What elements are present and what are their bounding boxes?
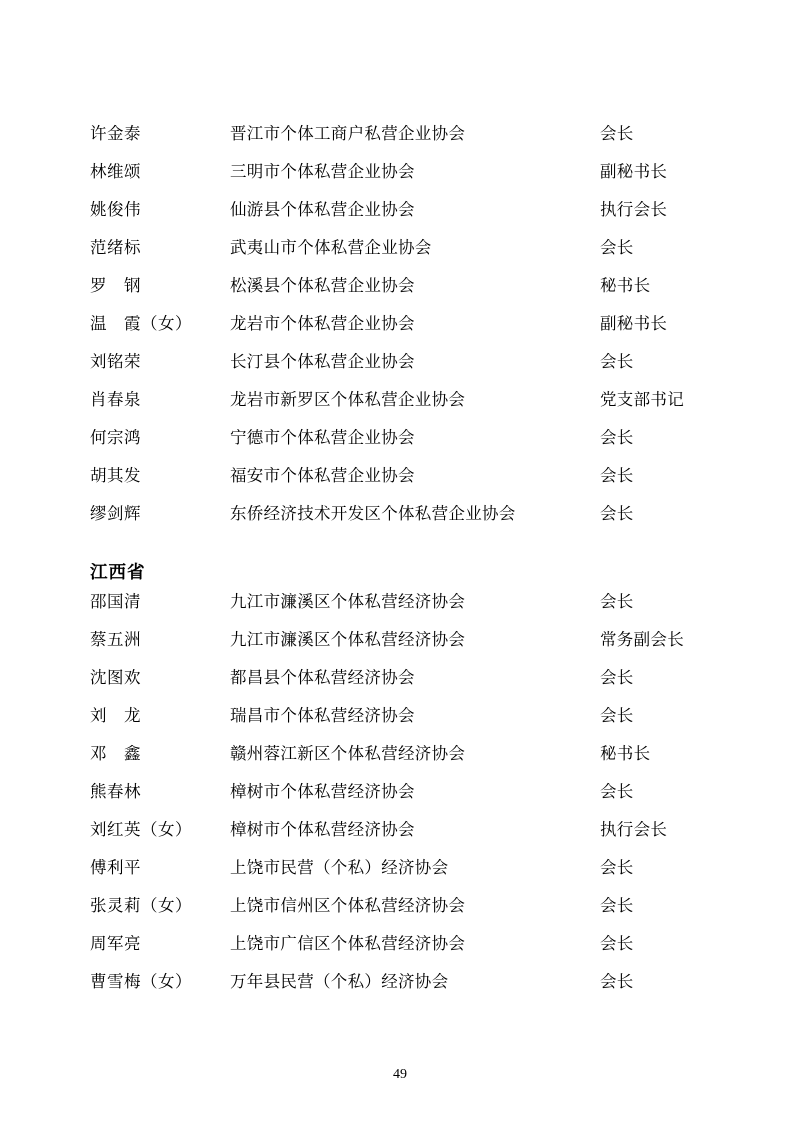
roster-row xyxy=(90,500,730,538)
member-name: 蔡五洲 xyxy=(90,630,141,649)
member-organization: 都昌县个体私营经济协会 xyxy=(230,668,415,687)
member-name: 周军亮 xyxy=(90,934,141,953)
roster-row xyxy=(90,310,730,348)
roster-row xyxy=(90,348,730,386)
member-organization: 樟树市个体私营经济协会 xyxy=(230,820,415,839)
member-name: 沈图欢 xyxy=(90,668,141,687)
roster-row xyxy=(90,588,730,626)
roster-row xyxy=(90,664,730,702)
member-organization: 武夷山市个体私营企业协会 xyxy=(230,238,432,257)
member-title: 会长 xyxy=(600,896,634,915)
page-number: 49 xyxy=(393,1067,407,1082)
member-name: 姚俊伟 xyxy=(90,200,141,219)
member-organization: 宁德市个体私营企业协会 xyxy=(230,428,415,447)
member-title: 会长 xyxy=(600,238,634,257)
member-title: 会长 xyxy=(600,668,634,687)
member-title: 执行会长 xyxy=(600,200,668,219)
member-name: 缪剑辉 xyxy=(90,504,141,523)
member-organization: 晋江市个体工商户私营企业协会 xyxy=(230,124,466,143)
member-name: 许金泰 xyxy=(90,124,141,143)
member-name: 曹雪梅（女） xyxy=(90,972,192,991)
roster-row xyxy=(90,462,730,500)
member-organization: 上饶市信州区个体私营经济协会 xyxy=(230,896,466,915)
member-organization: 长汀县个体私营企业协会 xyxy=(230,352,415,371)
roster-row xyxy=(90,702,730,740)
member-name: 邵国清 xyxy=(90,592,141,611)
member-name: 刘 龙 xyxy=(90,706,141,725)
member-title: 党支部书记 xyxy=(600,390,684,409)
member-title: 常务副会长 xyxy=(600,630,684,649)
member-title: 会长 xyxy=(600,706,634,725)
roster-row xyxy=(90,892,730,930)
member-name: 肖春泉 xyxy=(90,390,141,409)
roster-row xyxy=(90,158,730,196)
member-name: 温 霞（女） xyxy=(90,314,192,333)
member-name: 熊春林 xyxy=(90,782,141,801)
roster-row xyxy=(90,968,730,1006)
member-organization: 东侨经济技术开发区个体私营企业协会 xyxy=(230,504,516,523)
member-title: 会长 xyxy=(600,782,634,801)
member-organization: 福安市个体私营企业协会 xyxy=(230,466,415,485)
member-organization: 瑞昌市个体私营经济协会 xyxy=(230,706,415,725)
roster-row xyxy=(90,196,730,234)
member-name: 罗 钢 xyxy=(90,276,141,295)
member-name: 林维颂 xyxy=(90,162,141,181)
member-organization: 九江市濂溪区个体私营经济协会 xyxy=(230,630,466,649)
member-title: 副秘书长 xyxy=(600,162,668,181)
member-title: 秘书长 xyxy=(600,276,651,295)
member-name: 刘铭荣 xyxy=(90,352,141,371)
roster-row xyxy=(90,626,730,664)
roster-row xyxy=(90,740,730,778)
member-name: 傅利平 xyxy=(90,858,141,877)
member-name: 胡其发 xyxy=(90,466,141,485)
member-title: 会长 xyxy=(600,504,634,523)
member-name: 范绪标 xyxy=(90,238,141,257)
member-organization: 松溪县个体私营企业协会 xyxy=(230,276,415,295)
member-organization: 九江市濂溪区个体私营经济协会 xyxy=(230,592,466,611)
member-title: 会长 xyxy=(600,934,634,953)
member-title: 会长 xyxy=(600,352,634,371)
member-organization: 万年县民营（个私）经济协会 xyxy=(230,972,449,991)
section-heading-label: 江西省 xyxy=(90,562,146,582)
member-title: 会长 xyxy=(600,592,634,611)
roster-row xyxy=(90,854,730,892)
member-title: 会长 xyxy=(600,428,634,447)
roster-row xyxy=(90,386,730,424)
member-organization: 龙岩市个体私营企业协会 xyxy=(230,314,415,333)
roster-row xyxy=(90,816,730,854)
member-name: 刘红英（女） xyxy=(90,820,192,839)
member-organization: 赣州蓉江新区个体私营经济协会 xyxy=(230,744,466,763)
roster-row xyxy=(90,120,730,158)
member-title: 执行会长 xyxy=(600,820,668,839)
member-organization: 龙岩市新罗区个体私营企业协会 xyxy=(230,390,466,409)
section-heading-jiangxi xyxy=(90,538,730,588)
roster-row xyxy=(90,234,730,272)
roster-row xyxy=(90,930,730,968)
roster-list xyxy=(90,120,730,1006)
member-title: 会长 xyxy=(600,124,634,143)
member-organization: 上饶市广信区个体私营经济协会 xyxy=(230,934,466,953)
member-title: 会长 xyxy=(600,972,634,991)
roster-row xyxy=(90,778,730,816)
member-name: 何宗鸿 xyxy=(90,428,141,447)
member-title: 会长 xyxy=(600,858,634,877)
member-organization: 仙游县个体私营企业协会 xyxy=(230,200,415,219)
roster-row xyxy=(90,424,730,462)
member-organization: 樟树市个体私营经济协会 xyxy=(230,782,415,801)
member-name: 张灵莉（女） xyxy=(90,896,192,915)
roster-row xyxy=(90,272,730,310)
member-title: 副秘书长 xyxy=(600,314,668,333)
member-title: 会长 xyxy=(600,466,634,485)
member-name: 邓 鑫 xyxy=(90,744,141,763)
member-organization: 上饶市民营（个私）经济协会 xyxy=(230,858,449,877)
member-organization: 三明市个体私营企业协会 xyxy=(230,162,415,181)
member-title: 秘书长 xyxy=(600,744,651,763)
